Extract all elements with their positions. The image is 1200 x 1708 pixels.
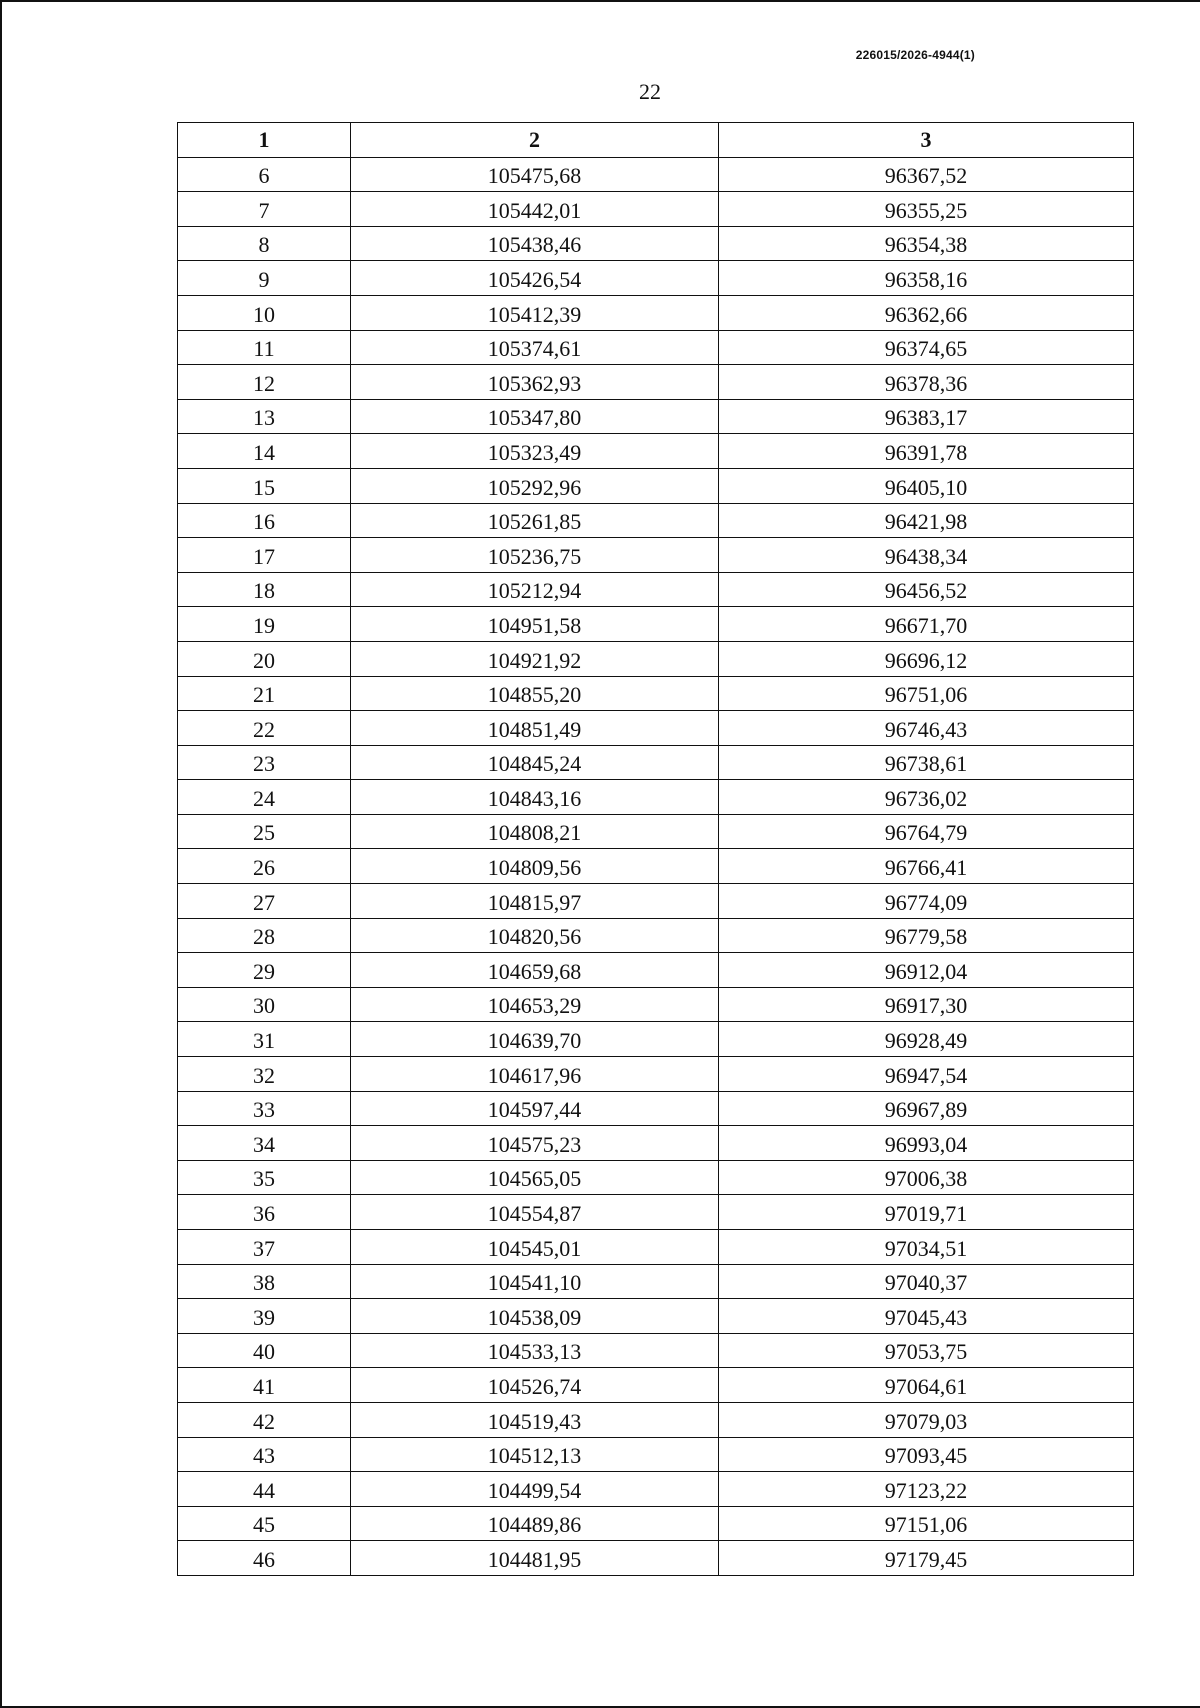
column-header-3: 3: [719, 123, 1134, 158]
point-number-cell: 11: [178, 330, 351, 365]
point-number-cell: 7: [178, 192, 351, 227]
coordinate-x-cell: 104512,13: [351, 1437, 719, 1472]
table-row: [178, 711, 1134, 746]
table-row: [178, 399, 1134, 434]
coordinate-y-cell: 96766,41: [719, 849, 1134, 884]
table-row: [178, 1160, 1134, 1195]
table-row: [178, 330, 1134, 365]
point-number-cell: 12: [178, 365, 351, 400]
coordinate-x-cell: 105362,93: [351, 365, 719, 400]
coordinate-x-cell: 104526,74: [351, 1368, 719, 1403]
coordinate-y-cell: 97053,75: [719, 1333, 1134, 1368]
coordinate-x-cell: 104815,97: [351, 884, 719, 919]
point-number-cell: 30: [178, 987, 351, 1022]
coordinate-y-cell: 96764,79: [719, 814, 1134, 849]
point-number-cell: 20: [178, 641, 351, 676]
point-number-cell: 24: [178, 780, 351, 815]
point-number-cell: 8: [178, 226, 351, 261]
coordinate-x-cell: 104499,54: [351, 1472, 719, 1507]
column-header-2: 2: [351, 123, 719, 158]
coordinate-y-cell: 96367,52: [719, 157, 1134, 192]
table-row: [178, 226, 1134, 261]
coordinate-x-cell: 105323,49: [351, 434, 719, 469]
coordinate-x-cell: 104533,13: [351, 1333, 719, 1368]
point-number-cell: 16: [178, 503, 351, 538]
coordinate-x-cell: 104565,05: [351, 1160, 719, 1195]
coordinate-y-cell: 96947,54: [719, 1057, 1134, 1092]
point-number-cell: 6: [178, 157, 351, 192]
coordinate-x-cell: 105292,96: [351, 468, 719, 503]
table-row: [178, 1472, 1134, 1507]
table-row: [178, 434, 1134, 469]
point-number-cell: 42: [178, 1402, 351, 1437]
coordinate-y-cell: 96456,52: [719, 572, 1134, 607]
point-number-cell: 36: [178, 1195, 351, 1230]
table-row: [178, 503, 1134, 538]
table-row: [178, 676, 1134, 711]
point-number-cell: 29: [178, 953, 351, 988]
coordinate-y-cell: 96374,65: [719, 330, 1134, 365]
point-number-cell: 37: [178, 1230, 351, 1265]
point-number-cell: 33: [178, 1091, 351, 1126]
point-number-cell: 22: [178, 711, 351, 746]
point-number-cell: 27: [178, 884, 351, 919]
table-row: [178, 1022, 1134, 1057]
table-row: [178, 1333, 1134, 1368]
coordinate-x-cell: 104597,44: [351, 1091, 719, 1126]
coordinate-y-cell: 96738,61: [719, 745, 1134, 780]
table-row: [178, 918, 1134, 953]
point-number-cell: 38: [178, 1264, 351, 1299]
coordinate-x-cell: 104541,10: [351, 1264, 719, 1299]
table-row: [178, 261, 1134, 296]
table-body: [178, 157, 1134, 1575]
point-number-cell: 34: [178, 1126, 351, 1161]
coordinate-y-cell: 96779,58: [719, 918, 1134, 953]
table-row: [178, 745, 1134, 780]
point-number-cell: 43: [178, 1437, 351, 1472]
coordinate-y-cell: 96736,02: [719, 780, 1134, 815]
coordinate-y-cell: 96438,34: [719, 538, 1134, 573]
point-number-cell: 23: [178, 745, 351, 780]
coordinate-x-cell: 104659,68: [351, 953, 719, 988]
coordinate-x-cell: 105475,68: [351, 157, 719, 192]
point-number-cell: 40: [178, 1333, 351, 1368]
table-row: [178, 987, 1134, 1022]
coordinate-x-cell: 105236,75: [351, 538, 719, 573]
table-row: [178, 1195, 1134, 1230]
table-row: [178, 1402, 1134, 1437]
page-number: 22: [639, 79, 661, 104]
table-row: [178, 1264, 1134, 1299]
coordinate-y-cell: 96746,43: [719, 711, 1134, 746]
coordinate-x-cell: 104639,70: [351, 1022, 719, 1057]
coordinate-y-cell: 97045,43: [719, 1299, 1134, 1334]
point-number-cell: 39: [178, 1299, 351, 1334]
coordinate-y-cell: 96358,16: [719, 261, 1134, 296]
coordinate-y-cell: 96421,98: [719, 503, 1134, 538]
table-row: [178, 1506, 1134, 1541]
point-number-cell: 45: [178, 1506, 351, 1541]
coordinate-x-cell: 105412,39: [351, 295, 719, 330]
coordinate-y-cell: 96912,04: [719, 953, 1134, 988]
coordinate-y-cell: 96391,78: [719, 434, 1134, 469]
coordinate-x-cell: 104808,21: [351, 814, 719, 849]
point-number-cell: 10: [178, 295, 351, 330]
coordinate-y-cell: 96383,17: [719, 399, 1134, 434]
coordinate-y-cell: 96917,30: [719, 987, 1134, 1022]
coordinate-x-cell: 104538,09: [351, 1299, 719, 1334]
coordinate-x-cell: 104951,58: [351, 607, 719, 642]
coordinate-x-cell: 104545,01: [351, 1230, 719, 1265]
point-number-cell: 31: [178, 1022, 351, 1057]
coordinate-x-cell: 104481,95: [351, 1541, 719, 1576]
point-number-cell: 35: [178, 1160, 351, 1195]
point-number-cell: 15: [178, 468, 351, 503]
coordinate-x-cell: 104843,16: [351, 780, 719, 815]
coordinate-y-cell: 97034,51: [719, 1230, 1134, 1265]
point-number-cell: 19: [178, 607, 351, 642]
table-row: [178, 780, 1134, 815]
coordinate-y-cell: 97123,22: [719, 1472, 1134, 1507]
table-header-row: [178, 123, 1134, 158]
coordinate-x-cell: 104820,56: [351, 918, 719, 953]
table-row: [178, 572, 1134, 607]
point-number-cell: 46: [178, 1541, 351, 1576]
table-row: [178, 1299, 1134, 1334]
table-row: [178, 641, 1134, 676]
point-number-cell: 44: [178, 1472, 351, 1507]
point-number-cell: 26: [178, 849, 351, 884]
coordinate-x-cell: 104519,43: [351, 1402, 719, 1437]
coordinate-y-cell: 97079,03: [719, 1402, 1134, 1437]
coordinate-y-cell: 97040,37: [719, 1264, 1134, 1299]
table-row: [178, 468, 1134, 503]
point-number-cell: 17: [178, 538, 351, 573]
point-number-cell: 28: [178, 918, 351, 953]
coordinate-x-cell: 104921,92: [351, 641, 719, 676]
coordinate-x-cell: 105261,85: [351, 503, 719, 538]
table-row: [178, 884, 1134, 919]
coordinate-x-cell: 104851,49: [351, 711, 719, 746]
coordinate-y-cell: 96378,36: [719, 365, 1134, 400]
coordinate-y-cell: 96354,38: [719, 226, 1134, 261]
table-header: [178, 123, 1134, 158]
coordinate-y-cell: 96774,09: [719, 884, 1134, 919]
table-row: [178, 1437, 1134, 1472]
point-number-cell: 21: [178, 676, 351, 711]
coordinate-y-cell: 96362,66: [719, 295, 1134, 330]
coordinate-x-cell: 104809,56: [351, 849, 719, 884]
coordinate-x-cell: 105438,46: [351, 226, 719, 261]
coordinate-y-cell: 96993,04: [719, 1126, 1134, 1161]
coordinate-y-cell: 97006,38: [719, 1160, 1134, 1195]
point-number-cell: 25: [178, 814, 351, 849]
table-row: [178, 1230, 1134, 1265]
point-number-cell: 13: [178, 399, 351, 434]
coordinate-y-cell: 96696,12: [719, 641, 1134, 676]
coordinate-x-cell: 104855,20: [351, 676, 719, 711]
table-row: [178, 365, 1134, 400]
table-row: [178, 953, 1134, 988]
coordinate-y-cell: 96405,10: [719, 468, 1134, 503]
point-number-cell: 9: [178, 261, 351, 296]
coordinate-y-cell: 97151,06: [719, 1506, 1134, 1541]
coordinate-x-cell: 105212,94: [351, 572, 719, 607]
coordinate-x-cell: 104617,96: [351, 1057, 719, 1092]
coordinate-y-cell: 97179,45: [719, 1541, 1134, 1576]
coordinate-y-cell: 96928,49: [719, 1022, 1134, 1057]
coordinate-y-cell: 97064,61: [719, 1368, 1134, 1403]
coordinate-x-cell: 104489,86: [351, 1506, 719, 1541]
table-row: [178, 849, 1134, 884]
table-row: [178, 1541, 1134, 1576]
point-number-cell: 32: [178, 1057, 351, 1092]
point-number-cell: 41: [178, 1368, 351, 1403]
coordinate-x-cell: 104653,29: [351, 987, 719, 1022]
coordinate-y-cell: 96355,25: [719, 192, 1134, 227]
coordinate-y-cell: 96751,06: [719, 676, 1134, 711]
table-row: [178, 192, 1134, 227]
coordinate-x-cell: 104845,24: [351, 745, 719, 780]
coordinate-x-cell: 104554,87: [351, 1195, 719, 1230]
table-row: [178, 1057, 1134, 1092]
coordinate-x-cell: 105442,01: [351, 192, 719, 227]
table-row: [178, 1368, 1134, 1403]
table-row: [178, 295, 1134, 330]
point-number-cell: 18: [178, 572, 351, 607]
table-row: [178, 814, 1134, 849]
coordinate-y-cell: 97093,45: [719, 1437, 1134, 1472]
table-row: [178, 538, 1134, 573]
coordinate-x-cell: 105374,61: [351, 330, 719, 365]
point-number-cell: 14: [178, 434, 351, 469]
table-row: [178, 1091, 1134, 1126]
document-reference: 226015/2026-4944(1): [855, 48, 975, 62]
coordinate-y-cell: 97019,71: [719, 1195, 1134, 1230]
coordinate-x-cell: 105347,80: [351, 399, 719, 434]
table-row: [178, 607, 1134, 642]
table-row: [178, 1126, 1134, 1161]
coordinate-y-cell: 96671,70: [719, 607, 1134, 642]
table-row: [178, 157, 1134, 192]
column-header-1: 1: [178, 123, 351, 158]
coordinate-y-cell: 96967,89: [719, 1091, 1134, 1126]
coordinate-x-cell: 104575,23: [351, 1126, 719, 1161]
coordinate-x-cell: 105426,54: [351, 261, 719, 296]
coordinates-table: [177, 122, 1134, 1576]
